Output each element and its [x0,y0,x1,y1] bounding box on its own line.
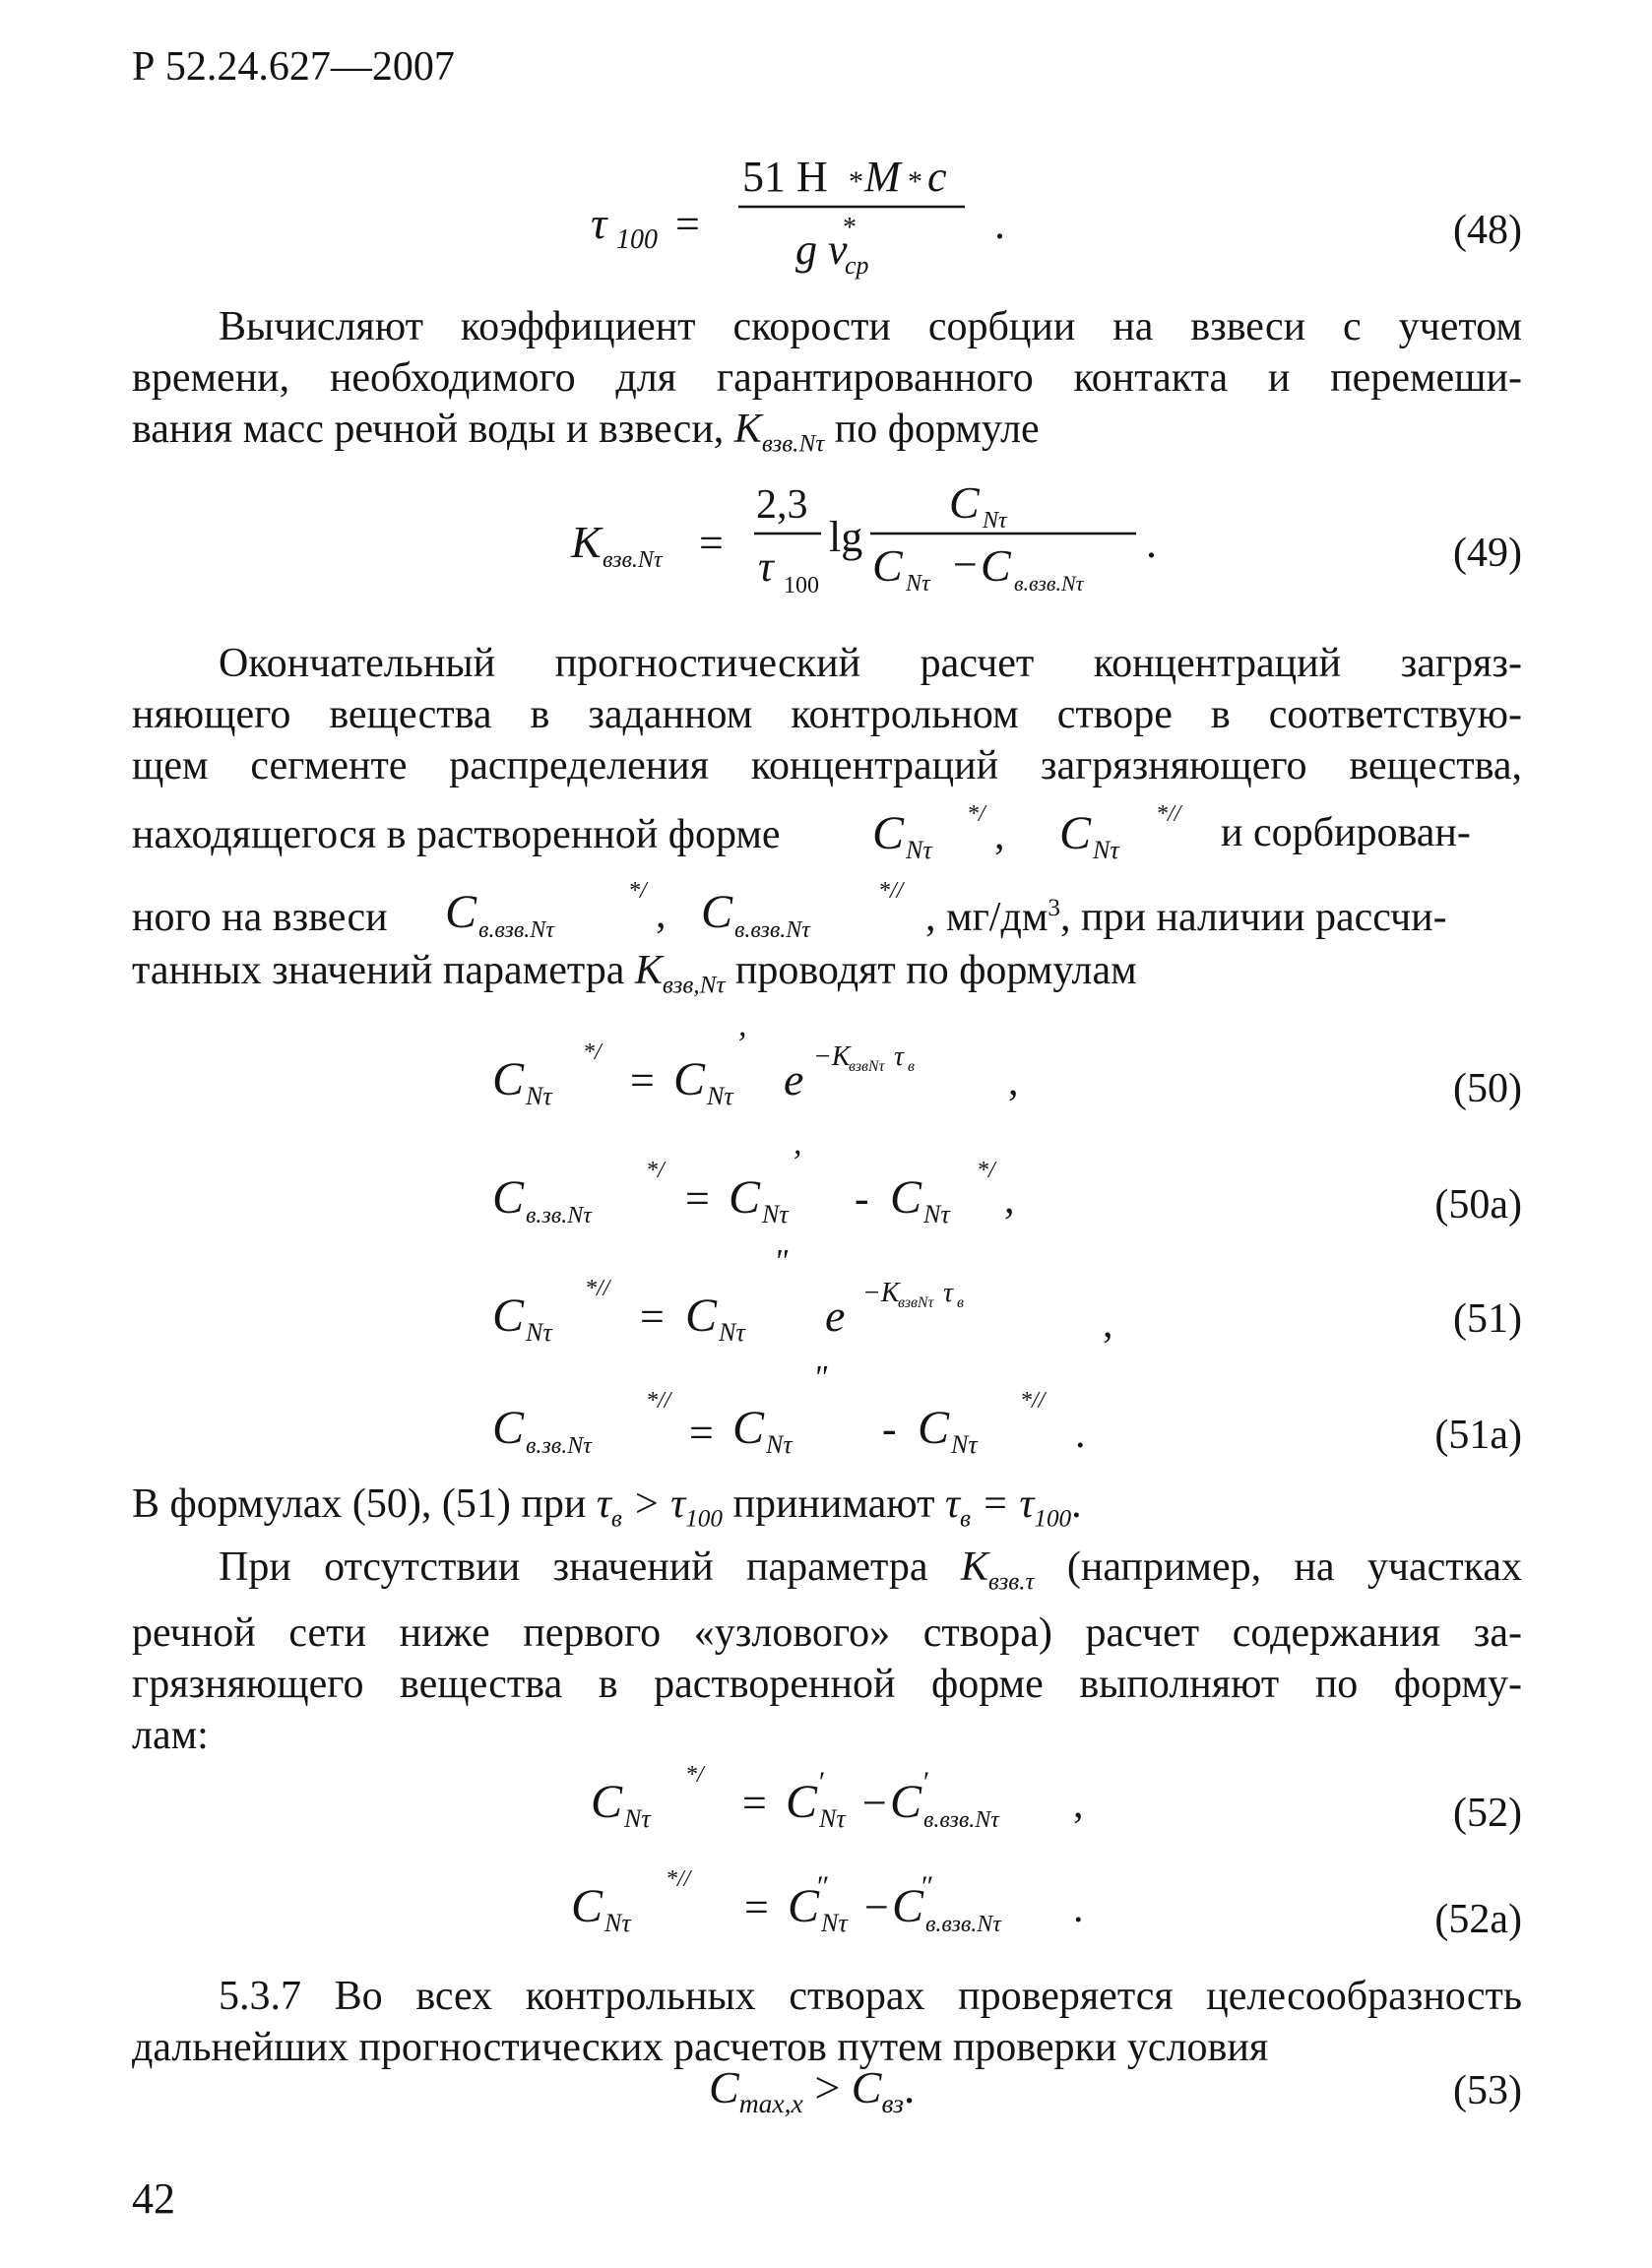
formula-50 [492,1007,1044,1132]
svg-text:C: C [890,1171,922,1224]
formula-50a-svg [492,1125,1063,1250]
svg-text:": " [813,1359,828,1396]
svg-text:-: - [882,1405,897,1453]
text-run: При отсутствии значений параметра [219,1544,928,1590]
eq-number-51: (51) [1453,1296,1522,1342]
svg-text:,: , [1008,1059,1019,1104]
svg-text:C: C [786,1776,818,1828]
svg-text:.: . [1073,1886,1084,1931]
svg-text:=: = [742,1779,767,1827]
eq-number-50a: (50a) [1434,1182,1522,1228]
formula-53: $C_{max,x} > C_{вз}$. [709,2062,916,2119]
symbol-k: K [634,948,663,993]
svg-text:в.зв.Nτ: в.зв.Nτ [526,1203,592,1228]
formula-52-svg [591,1742,1142,1851]
symbol-k-sub: взв.τ [987,1568,1035,1596]
svg-text:−: − [862,1779,887,1827]
text-run: проводят по формулам [734,948,1137,993]
formula-50-svg [492,1007,1044,1132]
text-run: , при наличии рассчи- [1060,895,1447,940]
svg-text:Nτ: Nτ [951,1430,978,1459]
svg-text:в: в [908,1058,915,1075]
svg-text:Nτ: Nτ [819,1804,846,1833]
formula-51a-svg [492,1359,1122,1480]
text-line: речной сети ниже первого «узлового» створа) расчет содержания за- [132,1610,1522,1657]
svg-text:C: C [732,1402,765,1454]
formula-51a [492,1359,1122,1480]
text-line: 5.3.7 Во всех контрольных створах проверяется целесообразность [219,1974,1522,2019]
svg-text:C: C [788,1880,820,1932]
svg-text:,: , [994,813,1005,858]
symbol-k-sub: взв,Nτ [662,972,726,999]
symbol-tau-v: $\tau_в > \tau_{100}$ [596,1481,723,1533]
formula-48-num-m: M [864,153,901,201]
text-run: танных значений параметра [132,948,625,993]
svg-text:C: C [591,1776,623,1828]
formula-48-lhs-sub: 100 [616,224,658,255]
svg-text:=: = [640,1292,665,1341]
paragraph-condition [132,1480,1082,1533]
formula-48 [591,148,1004,285]
svg-text:″: ″ [815,1870,828,1903]
svg-text:Nτ: Nτ [604,1909,631,1937]
svg-text:Nτ: Nτ [526,1082,552,1110]
svg-text:−: − [864,1883,889,1931]
formula-52a [571,1847,1142,1955]
inline-symbols-sorbed-svg [445,862,937,941]
svg-text:в.взв.Nτ: в.взв.Nτ [478,917,554,943]
formula-51 [492,1240,1122,1368]
svg-text:C: C [1059,807,1092,859]
formula-50a [492,1125,1063,1250]
svg-text:C: C [890,1776,922,1828]
svg-text:C: C [492,1171,525,1224]
text-line: лам: [132,1713,209,1759]
text-run: по формуле [834,407,1040,452]
text-line: щем сегменте распределения концентраций загрязняющего вещества, [132,743,1522,788]
formula-49-fden1: C [872,540,903,591]
formula-48-dot: . [994,200,1005,248]
text-line [132,404,1522,470]
svg-text:*/: */ [685,1762,704,1788]
paragraph-absence [132,1542,1522,1761]
formula-49 [571,472,1221,610]
text-run: . [1071,1481,1082,1527]
text-line-param [132,947,1137,999]
svg-text:C: C [492,1053,525,1105]
formula-52a-svg [571,1847,1142,1955]
svg-text:,: , [1004,1177,1015,1223]
paragraph-forecast-calculation [132,638,1522,791]
formula-49-minus: − [953,540,978,589]
eq-number-52: (52) [1453,1791,1522,1836]
svg-text:C: C [492,1402,525,1454]
text-run-sorbed: и сорбирован- [1221,810,1471,855]
svg-text:в.взв.Nτ: в.взв.Nτ [734,917,810,943]
formula-48-den-sub: ср [845,251,869,280]
svg-text:Nτ: Nτ [906,836,932,864]
inline-symbols-dissolved-svg [872,788,1187,866]
svg-text:": " [774,1243,789,1280]
text-line: дальнейших прогностических расчетов путем проверки условия [132,2025,1269,2070]
svg-text:C: C [673,1053,706,1105]
superscript: 3 [1048,895,1061,921]
formula-49-fnum: C [949,477,980,528]
formula-48-den: g v [795,225,848,274]
text-line [132,1542,1522,1607]
svg-text:*//: *// [878,878,904,904]
svg-text:=: = [630,1056,655,1104]
svg-text:в.зв.Nτ: в.зв.Nτ [526,1433,592,1459]
svg-text:,: , [656,892,667,937]
svg-text:взвNτ: взвNτ [898,1294,934,1311]
paragraph-5-3-7 [132,1971,1522,2073]
svg-text:-: - [855,1174,869,1223]
inline-symbols-dissolved [872,788,1187,866]
svg-text:*/: */ [628,878,647,904]
svg-text:=: = [744,1883,769,1931]
formula-49-dot: . [1146,519,1157,567]
svg-text:−K: −K [813,1041,851,1072]
text-run: принимают [732,1481,935,1527]
formula-49-eq: = [699,519,724,567]
symbol-k: K [733,407,762,452]
svg-text:*//: *// [1020,1388,1046,1414]
svg-text:C: C [701,886,733,938]
eq-number-50: (50) [1453,1066,1522,1111]
svg-text:e: e [784,1054,804,1104]
svg-text:Nτ: Nτ [821,1909,848,1937]
formula-49-svg [571,472,1221,610]
text-run-units [925,894,1447,941]
svg-text:Nτ: Nτ [526,1318,552,1347]
text-run: находящегося в растворенной форме [132,812,781,857]
text-line: времени, необходимого для гарантированного контакта и перемеши- [132,355,1522,401]
formula-48-star1: * [849,165,863,198]
formula-48-num-c: c [927,153,947,201]
svg-text:Nτ: Nτ [1093,836,1119,864]
svg-text:=: = [689,1409,714,1457]
eq-number-53: (53) [1453,2068,1522,2113]
svg-text:Nτ: Nτ [766,1430,793,1459]
text-line: Вычисляют коэффициент скорости сорбции на взвеси с учетом [219,304,1522,349]
page-number: 42 [132,2174,175,2223]
svg-text:*//: *// [1156,801,1181,827]
text-run: , мг/дм [925,895,1048,940]
inline-symbols-sorbed [445,862,937,941]
svg-text:*//: *// [585,1276,610,1301]
eq-number-48: (48) [1453,208,1522,253]
svg-text:Nτ: Nτ [719,1318,745,1347]
symbol-k-sub: взв.Nτ [761,430,825,458]
svg-text:C: C [729,1171,761,1224]
svg-text:*/: */ [583,1040,602,1065]
svg-text:′: ′ [817,1766,824,1798]
svg-text:C: C [918,1402,950,1454]
svg-text:″: ″ [920,1870,932,1903]
formula-49-den: τ [758,542,774,591]
svg-text:*/: */ [977,1158,995,1183]
formula-49-den-sub: 100 [784,573,819,598]
symbol-k: K [960,1544,988,1590]
formula-48-svg [591,148,1004,285]
svg-text:в: в [957,1294,964,1311]
svg-text:,: , [1073,1782,1084,1827]
formula-49-lg: lg [829,513,863,561]
svg-text:C: C [571,1880,604,1932]
svg-text:,: , [1103,1301,1113,1347]
eq-number-52a: (52a) [1434,1897,1522,1942]
formula-49-fnum-sub: Nτ [983,508,1007,534]
formula-48-star2: * [908,165,922,198]
text-run-on-suspension: ного на взвеси [132,895,388,940]
svg-text:,: , [738,1007,747,1043]
svg-text:C: C [492,1290,525,1342]
text-line: грязняющего вещества в растворенной форме выполняют по форму- [132,1662,1522,1708]
svg-text:−K: −K [862,1278,900,1308]
formula-49-fden2-sub: в.взв.Nτ [1014,571,1084,596]
svg-text:τ: τ [894,1041,905,1072]
text-run: вания масс речной воды и взвеси, [132,407,725,452]
formula-48-num-a: 51 H [742,153,828,201]
formula-52 [591,1742,1142,1851]
formula-51-svg [492,1240,1122,1368]
formula-49-lhs-sub: взв.Nτ [603,547,663,573]
formula-49-lhs: K [571,517,602,567]
svg-text:′: ′ [921,1766,928,1798]
eq-number-49: (49) [1453,531,1522,576]
formula-48-den-sup: * [843,213,857,243]
svg-text:C: C [872,807,905,859]
formula-49-fden1-sub: Nτ [906,571,930,597]
svg-text:Nτ: Nτ [624,1804,651,1833]
paragraph-sorption-rate [132,301,1522,470]
svg-text:в.взв.Nτ: в.взв.Nτ [923,1807,999,1833]
svg-text:*//: *// [666,1866,691,1892]
svg-text:Nτ: Nτ [923,1200,950,1228]
text-line: Окончательный прогностический расчет концентраций загряз- [219,641,1522,686]
svg-text:взвNτ: взвNτ [849,1058,885,1075]
svg-text:*/: */ [646,1158,665,1183]
svg-text:C: C [685,1290,718,1342]
svg-text:=: = [685,1174,710,1223]
symbol-tau-eq: $\tau_в = \tau_{100}$ [945,1481,1072,1533]
formula-48-eq: = [675,200,700,248]
svg-text:в.взв.Nτ: в.взв.Nτ [925,1912,1001,1937]
eq-number-51a: (51a) [1434,1413,1522,1458]
svg-text:C: C [445,886,477,938]
text-run: В формулах (50), (51) при [132,1481,587,1527]
text-line: няющего вещества в заданном контрольном створе в соответствую- [132,692,1522,737]
svg-text:τ: τ [943,1278,954,1308]
svg-text:C: C [892,1880,924,1932]
svg-text:*//: *// [646,1388,671,1414]
formula-48-lhs: τ [591,198,607,248]
text-run: (например, на участках [1066,1544,1523,1590]
formula-49-fden2: C [981,540,1011,591]
svg-text:*/: */ [967,801,985,827]
svg-text:Nτ: Nτ [707,1082,733,1110]
formula-49-num: 2,3 [756,482,808,528]
svg-text:Nτ: Nτ [762,1200,789,1228]
document-header: Р 52.24.627—2007 [132,44,455,90]
svg-text:e: e [825,1291,846,1341]
svg-text:.: . [1075,1412,1086,1457]
svg-text:,: , [794,1125,802,1162]
